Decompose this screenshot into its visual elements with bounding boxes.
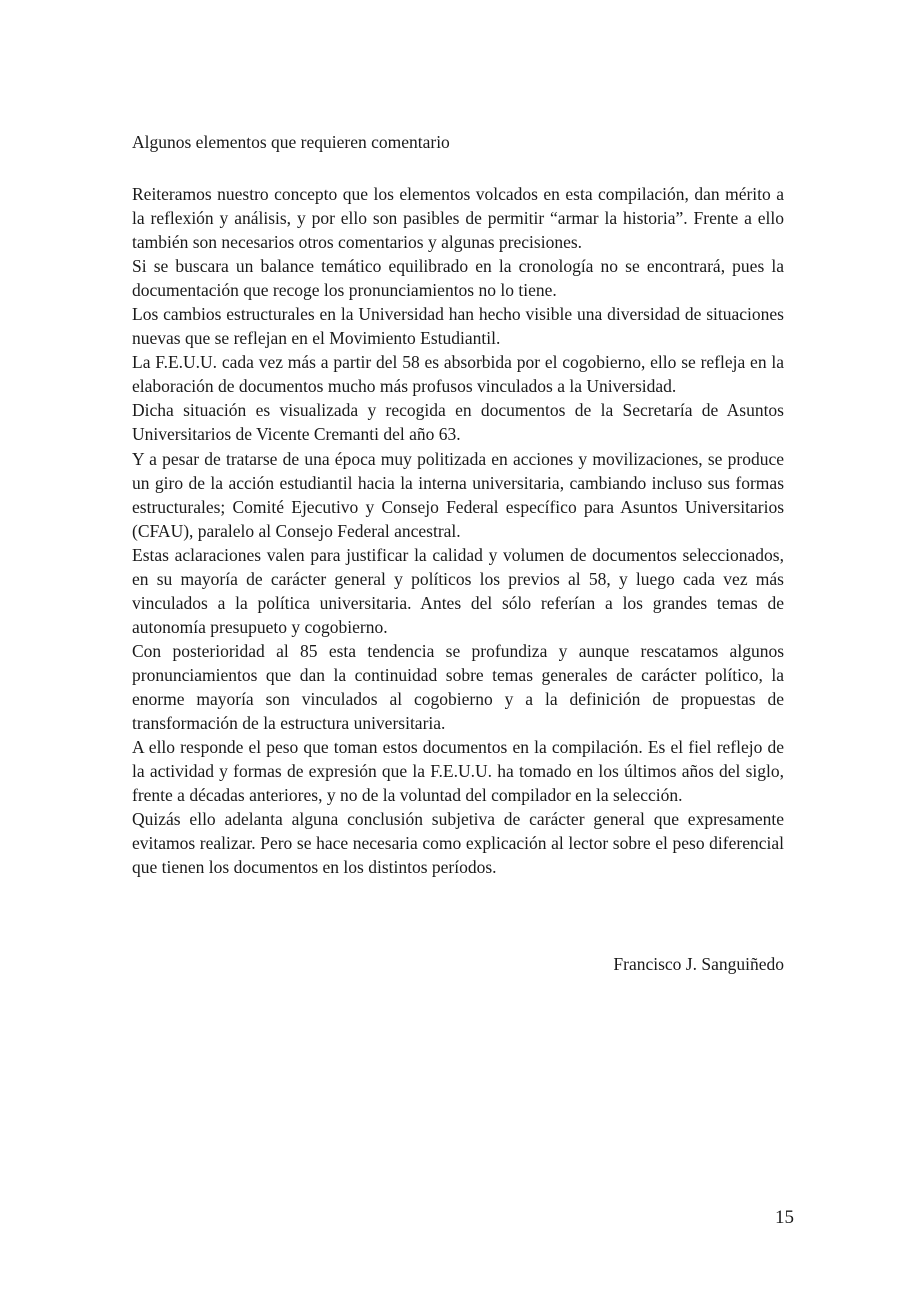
paragraph: La F.E.U.U. cada vez más a partir del 58 es absorbida por el cogobierno, ello se refleja en la elaboración de documentos mucho más profusos vinculados a la Universidad. (132, 352, 784, 397)
paragraph: Dicha situación es visualizada y recogida en documentos de la Secretaría de Asuntos Universitarios de Vicente Cremanti del año 63. (132, 400, 784, 445)
paragraph: Con posterioridad al 85 esta tendencia se profundiza y aunque rescatamos algunos pronunciamientos que dan la continuidad sobre temas generales de carácter político, la enorme mayoría son vinculados al cogobierno y a la definición de propuestas de transformación de la estructura universitaria. (132, 640, 784, 734)
section-heading: Algunos elementos que requieren comentario (132, 132, 450, 152)
paragraph: Si se buscara un balance temático equilibrado en la cronología no se encontrará, pues la documentación que recoge los pronunciamientos no lo tiene. (132, 256, 784, 301)
paragraph: Los cambios estructurales en la Universidad han hecho visible una diversidad de situaciones nuevas que se reflejan en el Movimiento Estudiantil. (132, 304, 784, 349)
paragraph: A ello responde el peso que toman estos documentos en la compilación. Es el fiel reflejo de la actividad y formas de expresión que la F.E.U.U. ha tomado en los últimos años del siglo, frente a décadas anteriores, y no de la voluntad del compilador en la selección. (132, 737, 784, 806)
page-number: 15 (775, 1207, 794, 1228)
paragraph: Y a pesar de tratarse de una época muy politizada en acciones y movilizaciones, se produce un giro de la acción estudiantil hacia la interna universitaria, cambiando incluso sus formas estructurales; Comité Ejecutivo y Consejo Federal específico para Asuntos Universitarios (CFAU), paralelo al Consejo Federal ancestral. (132, 448, 784, 541)
paragraph: Reiteramos nuestro concepto que los elementos volcados en esta compilación, dan mérito a la reflexión y análisis, y por ello son pasibles de permitir “armar la historia”. Frente a ello también son necesarios otros comentarios y algunas precisiones. (132, 184, 784, 253)
author-signature: Francisco J. Sanguiñedo (613, 954, 784, 974)
body-text (132, 182, 784, 879)
paragraph: Quizás ello adelanta alguna conclusión subjetiva de carácter general que expresamente evitamos realizar. Pero se hace necesaria como explicación al lector sobre el peso diferencial que tienen los documentos en los distintos períodos. (132, 809, 784, 878)
paragraph: Estas aclaraciones valen para justificar la calidad y volumen de documentos seleccionados, en su mayoría de carácter general y políticos los previos al 58, y luego cada vez más vinculados a la política universitaria. Antes del sólo referían a los grandes temas de autonomía presupueto y cogobierno. (132, 544, 784, 637)
